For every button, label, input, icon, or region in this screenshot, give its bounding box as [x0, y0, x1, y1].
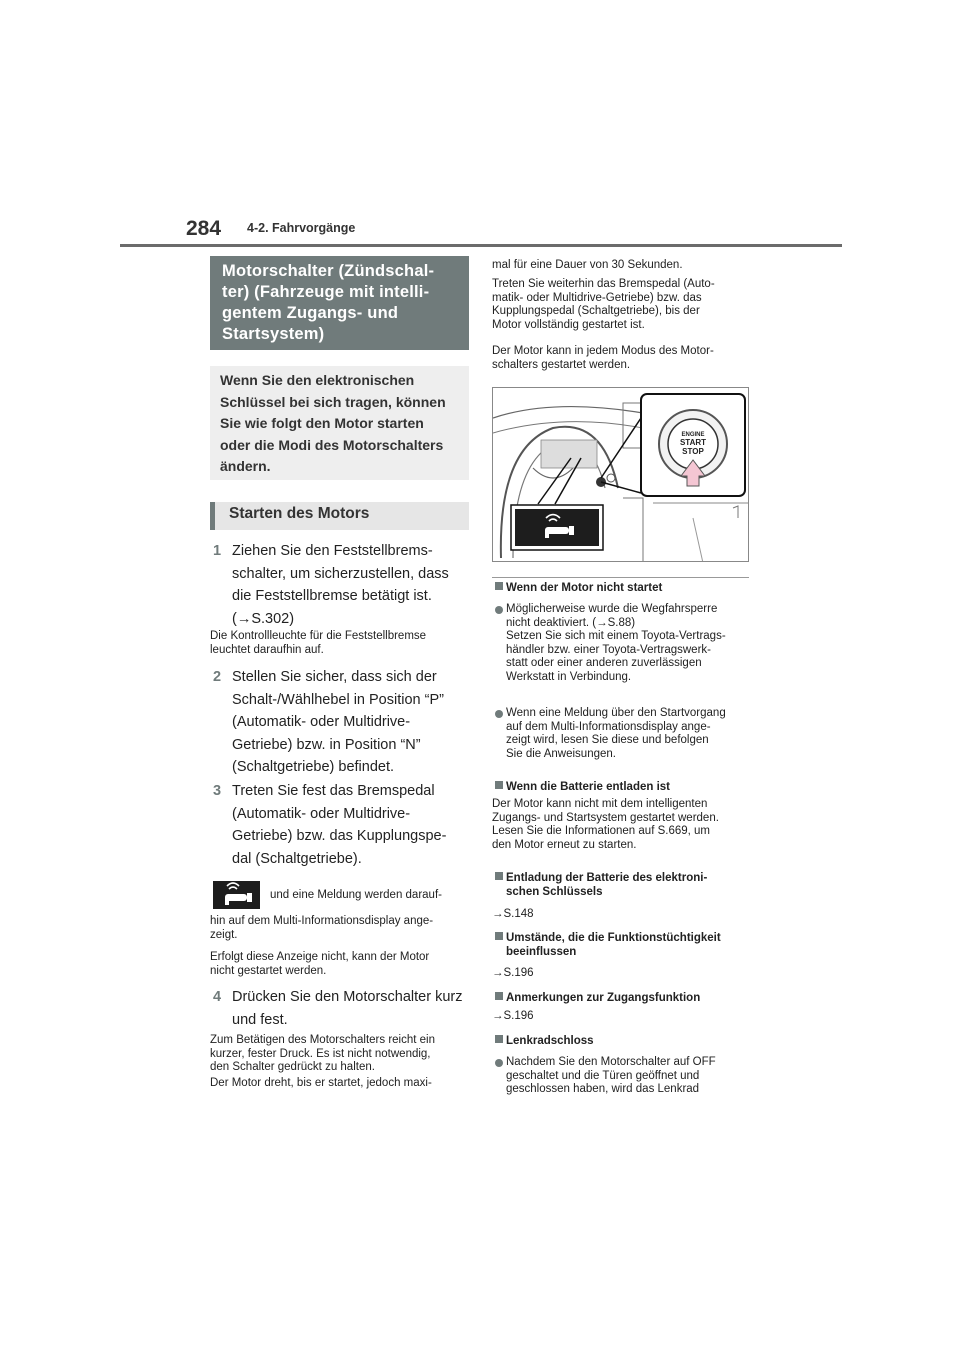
step-line: schalter, um sicherzustellen, dass — [232, 565, 449, 582]
heading-text: Umstände, die die Funktionstüchtigkeit — [506, 932, 721, 944]
square-bullet-icon — [495, 781, 503, 789]
step-line: (Automatik- oder Multidrive- — [232, 714, 411, 731]
section-divider — [492, 577, 749, 578]
heading-text: Entladung der Batterie des elektroni- — [506, 872, 708, 884]
round-bullet-icon — [495, 606, 503, 614]
heading-key-battery — [506, 871, 756, 899]
note-line: Lesen Sie die Informationen auf S.669, um — [492, 825, 711, 837]
note-line: zeigt wird, lesen Sie diese und befolgen — [506, 734, 709, 746]
note-step3b — [210, 951, 472, 978]
heading-text: Wenn der Motor nicht startet — [506, 582, 663, 594]
step-line: Schalt-/Wählhebel in Position “P” — [232, 691, 444, 708]
step-line: (Automatik- oder Multidrive- — [232, 805, 411, 822]
section-title: 4-2. Fahrvorgänge — [247, 221, 356, 235]
step-line: (→S.302) — [232, 610, 295, 627]
note-line: nicht deaktiviert. (→S.88) — [506, 616, 636, 629]
note-line: Setzen Sie sich mit einem Toyota-Vertrags- — [506, 630, 726, 642]
note-line: schalters gestartet werden. — [492, 358, 631, 371]
note-line: Der Motor kann nicht mit dem intelligenten — [492, 798, 708, 810]
step-line: Drücken Sie den Motorschalter kurz — [232, 989, 463, 1005]
banner-line: Motorschalter (Zündschal- — [222, 262, 435, 280]
note-line: Der Motor kann in jedem Modus des Motor- — [492, 345, 714, 357]
square-bullet-icon — [495, 872, 503, 880]
note-line: zeigt. — [210, 928, 238, 941]
note-line: Treten Sie weiterhin das Bremspedal (Auto- — [492, 278, 715, 290]
banner-line: gentem Zugangs- und — [222, 304, 399, 322]
ref-access-function[interactable]: →S.196 — [492, 1010, 534, 1022]
engine-start-figure — [492, 387, 749, 562]
heading-steering-lock — [506, 1034, 756, 1048]
smart-key-indicator-icon — [213, 881, 260, 909]
battery-text — [492, 798, 754, 852]
intro-line: oder die Modi des Motorschalters — [220, 436, 444, 453]
step-number: 1 — [213, 543, 222, 559]
square-bullet-icon — [495, 992, 503, 1000]
note-line: hin auf dem Multi-Informationsdisplay ange- — [210, 915, 434, 927]
step-line: Stellen Sie sicher, dass sich der — [232, 669, 437, 685]
step-number: 3 — [213, 783, 222, 799]
note-line: Erfolgt diese Anzeige nicht, kann der Motor — [210, 951, 430, 963]
note-line: Sie die Anweisungen. — [506, 747, 616, 760]
step-line: Treten Sie fest das Bremspedal — [232, 783, 435, 799]
heading-access-function — [506, 991, 756, 1005]
button-label-engine: ENGINE — [681, 432, 705, 438]
note-line: Zum Betätigen des Motorschalters reicht ein — [210, 1034, 435, 1046]
note-line: Nachdem Sie den Motorschalter auf OFF — [506, 1056, 716, 1068]
note-line: Kupplungspedal (Schaltgetriebe), bis der — [492, 305, 700, 317]
note-line: geschaltet und die Türen geöffnet und — [506, 1069, 700, 1082]
icon-note: und eine Meldung werden darauf- — [270, 889, 442, 901]
sub-heading: Starten des Motors — [210, 502, 469, 530]
intro-box — [210, 366, 469, 480]
intro-line: Sie wie folgt den Motor starten — [220, 415, 424, 432]
heading-text: Wenn die Batterie entladen ist — [506, 781, 671, 793]
note-step4a — [210, 1034, 472, 1075]
step-line: Ziehen Sie den Feststellbrems- — [232, 543, 433, 559]
header-rule — [120, 244, 842, 247]
intro-line: ändern. — [220, 458, 271, 475]
step-line: die Feststellbremse betätigt ist. — [232, 588, 432, 605]
step-1 — [213, 540, 472, 630]
note-line: Motor vollständig gestartet ist. — [492, 318, 645, 331]
square-bullet-icon — [495, 932, 503, 940]
bullet-steering-lock — [506, 1056, 756, 1097]
heading-text: schen Schlüssels — [506, 886, 603, 898]
note-line: nicht gestartet werden. — [210, 964, 327, 977]
note-line: leuchtet daraufhin auf. — [210, 643, 324, 656]
button-label-stop: STOP — [682, 447, 704, 456]
ref-functionality[interactable]: →S.196 — [492, 967, 534, 979]
right-p1: mal für eine Dauer von 30 Sekunden. — [492, 259, 683, 271]
note-line: Werkstatt in Verbindung. — [506, 670, 632, 683]
note-line: Zugangs- und Startsystem gestartet werden. — [492, 811, 719, 824]
heading-functionality — [506, 931, 756, 959]
step-line: Getriebe) bzw. in Position “N” — [232, 736, 421, 753]
note-line: matik- oder Multidrive-Getriebe) bzw. das — [492, 291, 702, 304]
note-step4b: Der Motor dreht, bis er startet, jedoch maxi- — [210, 1077, 432, 1089]
step-line: (Schaltgetriebe) befindet. — [232, 759, 395, 776]
key-symbol-icon — [213, 881, 260, 909]
right-p3 — [492, 345, 754, 372]
square-bullet-icon — [495, 582, 503, 590]
right-p2 — [492, 278, 754, 332]
heading-text: Anmerkungen zur Zugangsfunktion — [506, 992, 701, 1004]
step-line: Getriebe) bzw. das Kupplungspe- — [232, 828, 447, 845]
round-bullet-icon — [495, 710, 503, 718]
bullet-start-message — [506, 707, 756, 761]
note-line: statt oder einer anderen zuverlässigen — [506, 657, 702, 669]
note-line: Die Kontrollleuchte für die Feststellbremse — [210, 630, 427, 642]
heading-text: beeinflussen — [506, 946, 577, 958]
banner-line: Startsystem) — [222, 325, 325, 343]
note-line: geschlossen haben, wird das Lenkrad — [506, 1083, 700, 1095]
square-bullet-icon — [495, 1035, 503, 1043]
heading-engine-not-starting — [506, 581, 756, 595]
intro-line: Wenn Sie den elektronischen — [220, 372, 415, 388]
step-2 — [213, 666, 472, 779]
note-line: händler bzw. einer Toyota-Vertragswerk- — [506, 643, 711, 656]
note-line: Wenn eine Meldung über den Startvorgang — [506, 707, 726, 719]
banner-line: ter) (Fahrzeuge mit intelli- — [222, 283, 430, 301]
page-number: 284 — [186, 217, 222, 240]
note-line: auf dem Multi-Informationsdisplay ange- — [506, 720, 711, 733]
note-step1 — [210, 630, 472, 657]
note-line: kurzer, fester Druck. Es ist nicht notwendig, — [210, 1047, 431, 1060]
chapter-banner — [210, 256, 469, 350]
intro-line: Schlüssel bei sich tragen, können — [220, 393, 446, 410]
button-label-start: START — [679, 438, 707, 447]
step-4 — [213, 986, 472, 1031]
note-step3a — [210, 915, 472, 942]
step-line: und fest. — [232, 1011, 288, 1028]
bullet-immobilizer — [506, 603, 756, 684]
step-number: 4 — [213, 989, 222, 1005]
step-number: 2 — [213, 669, 222, 685]
dashboard-illustration — [493, 388, 749, 562]
step-3 — [213, 780, 472, 870]
ref-key-battery[interactable]: →S.148 — [492, 908, 534, 920]
note-line: den Motor erneut zu starten. — [492, 838, 637, 851]
step-line: dal (Schaltgetriebe). — [232, 850, 362, 867]
note-line: den Schalter gedrückt zu halten. — [210, 1061, 375, 1073]
round-bullet-icon — [495, 1059, 503, 1067]
heading-battery-discharged — [506, 780, 756, 794]
note-line: Möglicherweise wurde die Wegfahrsperre — [506, 603, 718, 615]
heading-text: Lenkradschloss — [506, 1035, 594, 1047]
